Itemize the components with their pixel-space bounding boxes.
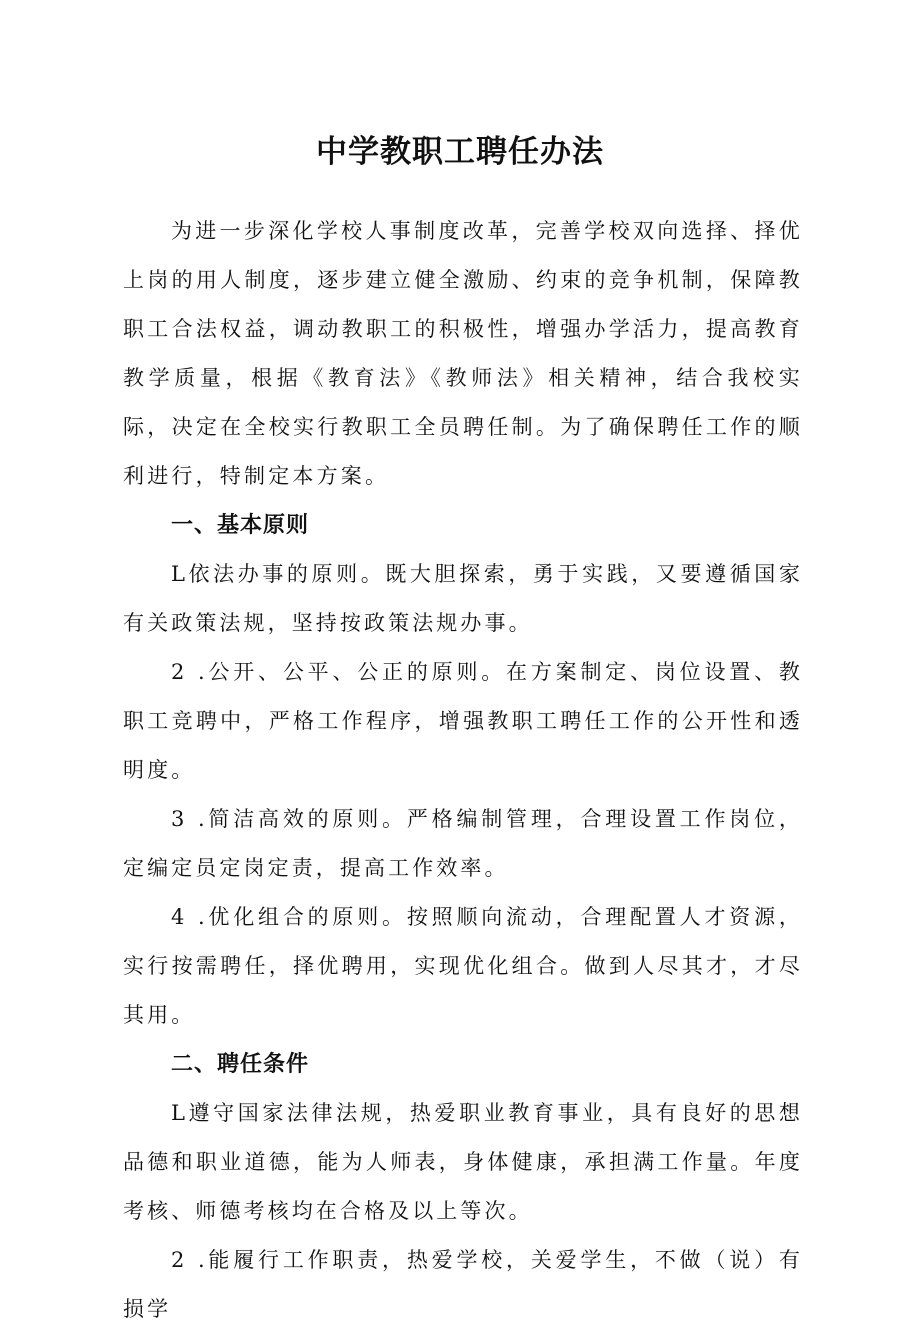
intro-paragraph: 为进一步深化学校人事制度改革，完善学校双向选择、择优上岗的用人制度，逐步建立健全激励、约束的竞争机制，保障教职工合法权益，调动教职工的积极性，增强办学活力，提高教育教学质量，根据《教育法》《教师法》相关精神，结合我校实际，决定在全校实行教职工全员聘任制。为了确保聘任工作的顺利进行，特制定本方案。 [123,219,803,488]
condition-item-2: 2 .能履行工作职责，热爱学校，关爱学生，不做（说）有损学 [123,1248,803,1321]
condition-item-1: L遵守国家法律法规，热爱职业教育事业，具有良好的思想品德和职业道德，能为人师表，身体健康，承担满工作量。年度考核、师德考核均在合格及以上等次。 [123,1101,803,1223]
principle-item-2: 2 .公开、公平、公正的原则。在方案制定、岗位设置、教职工竞聘中，严格工作程序，增强教职工聘任工作的公开性和透明度。 [123,660,803,782]
section-heading-basic-principles: 一、基本原则 [171,513,310,538]
section-heading-hiring-conditions: 二、聘任条件 [171,1052,310,1077]
document-body [123,207,803,1334]
principle-item-4: 4 .优化组合的原则。按照顺向流动，合理配置人才资源，实行按需聘任，择优聘用，实现优化组合。做到人尽其才，才尽其用。 [123,905,803,1027]
document-title: 中学教职工聘任办法 [316,134,604,170]
principle-item-1: L依法办事的原则。既大胆探索，勇于实践，又要遵循国家有关政策法规，坚持按政策法规办事。 [123,562,803,635]
principle-item-3: 3 .简洁高效的原则。严格编制管理，合理设置工作岗位，定编定员定岗定责，提高工作效率。 [123,807,803,880]
